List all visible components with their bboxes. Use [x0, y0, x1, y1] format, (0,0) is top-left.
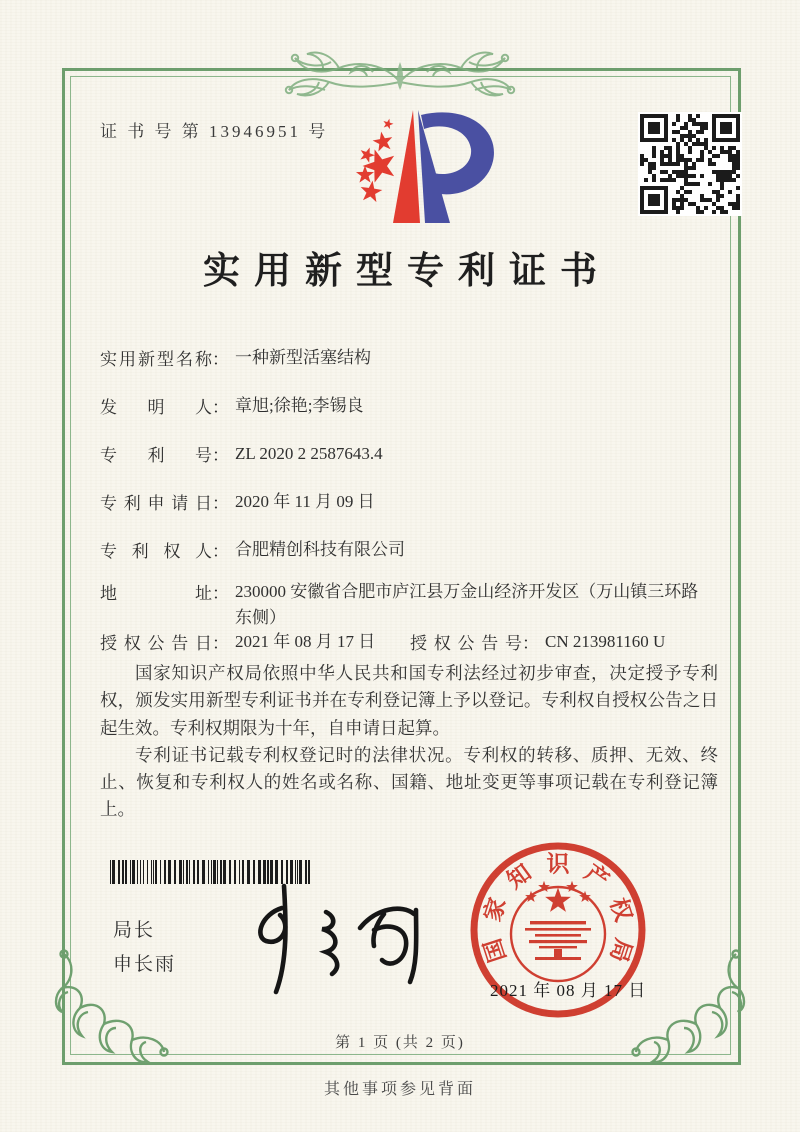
legal-paragraph-2: 专利证书记载专利权登记时的法律状况。专利权的转移、质押、无效、终止、恢复和专利权人的姓名或名称、国籍、地址变更等事项记载在专利登记簿上。: [100, 744, 718, 820]
barcode-bar: [189, 860, 190, 884]
barcode-bar: [179, 860, 182, 884]
field-label: 专利申请日: [100, 494, 212, 513]
barcode-bar: [208, 860, 209, 884]
field-value: 一种新型活塞结构: [235, 348, 371, 367]
officer-name: 申长雨: [113, 954, 177, 975]
legal-text-block: [100, 660, 718, 824]
field-row-grant-date: [100, 629, 375, 655]
barcode-bar: [140, 860, 141, 884]
barcode-bar: [213, 860, 216, 884]
field-row-address: [100, 579, 713, 630]
seal-character: 识: [546, 851, 570, 877]
seal-character: 知: [502, 859, 536, 894]
field-colon: ：: [212, 398, 229, 417]
field-value: ZL 2020 2 2587643.4: [235, 444, 383, 463]
barcode-bar: [132, 860, 135, 884]
field-label: 授权公告号: [410, 634, 522, 653]
barcode-bar: [186, 860, 188, 884]
field-value: 230000 安徽省合肥市庐江县万金山经济开发区（万山镇三环路东侧）: [235, 582, 699, 627]
barcode-bar: [153, 860, 154, 884]
barcode-bar: [130, 860, 131, 884]
certificate-number: 证 书 号 第 13946951 号: [100, 122, 329, 141]
barcode-bar: [202, 860, 205, 884]
top-flourish-ornament: [281, 24, 519, 110]
field-row-patent-number: [100, 441, 383, 467]
field-row-filing-date: [100, 489, 375, 515]
seal-date: 2021 年 08 月 17 日: [490, 981, 647, 1000]
field-row-grant-number: [410, 629, 665, 655]
field-label: 专利号: [100, 446, 212, 465]
barcode-bar: [168, 860, 171, 884]
field-colon: ：: [212, 584, 229, 603]
field-label: 实用新型名称: [100, 350, 212, 369]
barcode-bar: [125, 860, 127, 884]
field-label: 地址: [100, 584, 212, 603]
barcode-bar: [147, 860, 148, 884]
barcode-bar: [174, 860, 176, 884]
cnipa-logo-icon: [336, 102, 508, 234]
barcode-bar: [143, 860, 144, 884]
field-colon: ：: [212, 350, 229, 369]
officer-title: 局长: [113, 920, 156, 941]
barcode-bar: [122, 860, 124, 884]
barcode-bar: [155, 860, 157, 884]
field-colon: ：: [522, 634, 539, 653]
barcode-bar: [217, 860, 218, 884]
barcode-bar: [164, 860, 166, 884]
seal-character: 局: [605, 935, 637, 966]
field-value: 2021 年 08 月 17 日: [235, 632, 376, 651]
barcode-bar: [211, 860, 212, 884]
barcode-bar: [137, 860, 138, 884]
seal-character: 国: [479, 935, 511, 966]
certificate-title: 实用新型专利证书: [203, 251, 611, 292]
field-colon: ：: [212, 446, 229, 465]
barcode-bar: [220, 860, 222, 884]
seal-character: 家: [479, 894, 511, 925]
field-value: 合肥精创科技有限公司: [235, 540, 405, 559]
field-label: 发明人: [100, 398, 212, 417]
field-value: 章旭;徐艳;李锡良: [235, 396, 364, 415]
barcode-bar: [151, 860, 152, 884]
seal-character: 产: [580, 859, 614, 894]
page-indicator: 第 1 页 (共 2 页): [335, 1035, 465, 1051]
field-label: 专利权人: [100, 542, 212, 561]
field-row-name: [100, 345, 371, 371]
field-label: 授权公告日: [100, 634, 212, 653]
qr-code: [638, 112, 742, 216]
field-row-patentee: [100, 537, 405, 563]
field-colon: ：: [212, 634, 229, 653]
barcode-bar: [118, 860, 120, 884]
field-value: 2020 年 11 月 09 日: [235, 492, 375, 511]
barcode-bar: [160, 860, 161, 884]
field-value: CN 213981160 U: [545, 632, 666, 651]
barcode-bar: [193, 860, 195, 884]
field-colon: ：: [212, 542, 229, 561]
barcode-bar: [183, 860, 184, 884]
barcode-bar: [197, 860, 199, 884]
back-note: 其他事项参见背面: [323, 1081, 476, 1098]
field-colon: ：: [212, 494, 229, 513]
barcode-bar: [110, 860, 111, 884]
seal-character: 权: [605, 894, 637, 925]
barcode-bar: [112, 860, 115, 884]
field-row-inventors: [100, 393, 363, 419]
legal-paragraph-1: 国家知识产权局依照中华人民共和国专利法经过初步审查，决定授予专利权，颁发实用新型专利证书并在专利登记簿上予以登记。专利权自授权公告之日起生效。专利权期限为十年，自申请日起算。: [100, 663, 718, 738]
signature-handwriting-icon: [226, 878, 440, 996]
